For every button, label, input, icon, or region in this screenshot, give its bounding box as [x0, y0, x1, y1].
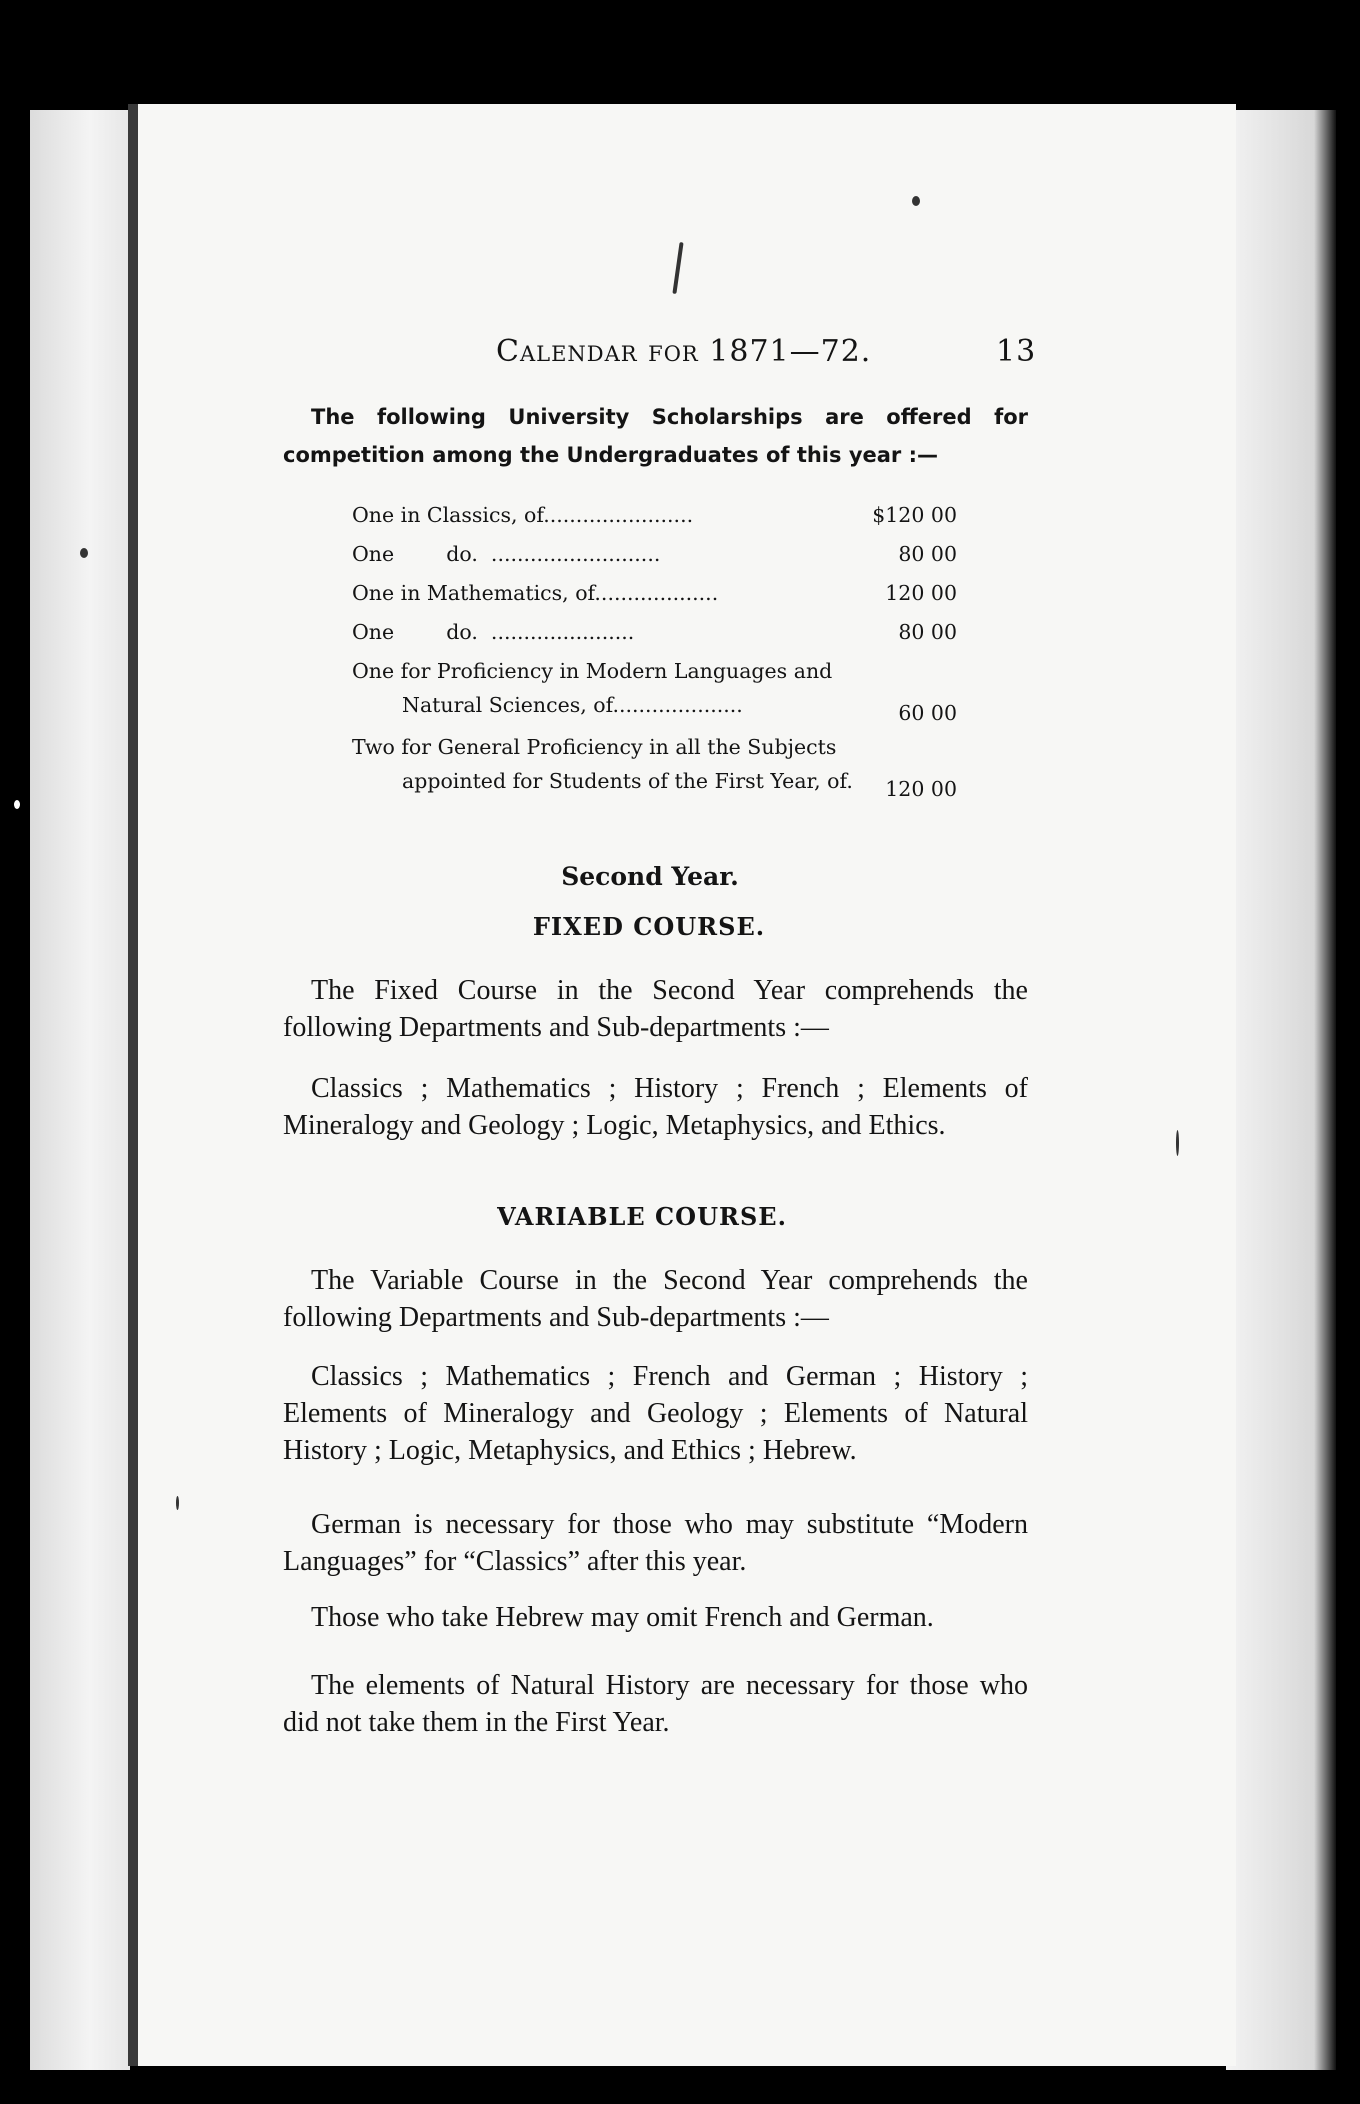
- scholarship-amount: $120 00: [872, 503, 957, 527]
- scholarship-amount: 80 00: [898, 620, 957, 644]
- variable-course-heading: VARIABLE COURSE.: [497, 1202, 787, 1231]
- scan-border-left: [0, 0, 30, 2104]
- scholarship-amount: 120 00: [885, 581, 957, 605]
- second-year-heading: Second Year.: [561, 862, 739, 891]
- page-right-edge: [1226, 110, 1336, 2070]
- scholarship-row: [352, 498, 957, 537]
- scan-speck: [912, 196, 920, 206]
- scholarship-amount: 80 00: [898, 542, 957, 566]
- fixed-course-heading: FIXED COURSE.: [532, 912, 766, 941]
- fixed-course-subjects: Classics ; Mathematics ; History ; French ; Elements of Mineralogy and Geology ; Logic, Metaphysics, and Ethics.: [283, 1073, 1028, 1141]
- variable-course-subjects: Classics ; Mathematics ; French and German ; History ; Elements of Mineralogy and Geology ; Elements of Natural History ; Logic, Metaphysics, and Ethics ; Hebrew.: [283, 1361, 1028, 1466]
- scan-speck: [176, 1496, 179, 1510]
- scholarship-row: [352, 537, 957, 576]
- scan-speck: [1176, 1130, 1179, 1156]
- scholarship-row: [352, 654, 957, 730]
- scholarship-list: [352, 498, 957, 806]
- natural-history-note: The elements of Natural History are necessary for those who did not take them in the First Year.: [283, 1670, 1028, 1738]
- scan-speck: [14, 800, 20, 809]
- scholarship-description: One for Proficiency in Modern Languages and Natural Sciences, of....................: [352, 659, 833, 717]
- scholarship-description: One in Mathematics, of...................: [352, 581, 719, 605]
- scan-border-bottom: [0, 2070, 1360, 2104]
- scholarship-description: Two for General Proficiency in all the Subjects appointed for Students of the First Year, of.: [352, 735, 853, 793]
- scholarship-row: [352, 730, 957, 806]
- scholarship-row: [352, 576, 957, 615]
- hebrew-note: Those who take Hebrew may omit French and German.: [311, 1602, 934, 1633]
- german-note: German is necessary for those who may substitute “Modern Languages” for “Classics” after this year.: [283, 1509, 1028, 1577]
- fixed-course-intro: The Fixed Course in the Second Year comprehends the following Departments and Sub-departments :—: [283, 975, 1028, 1043]
- scholarship-description: One do. ..........................: [352, 542, 661, 566]
- page-number: 13: [996, 334, 1037, 369]
- scholarship-description: One do. ......................: [352, 620, 635, 644]
- scholarship-row: [352, 615, 957, 654]
- facing-page-edge: [30, 110, 130, 2070]
- running-title: Calendar for 1871—72.: [496, 334, 872, 369]
- scholarship-amount: 120 00: [885, 777, 957, 801]
- scan-speck: [80, 548, 88, 558]
- scholarship-description: One in Classics, of.......................: [352, 503, 694, 527]
- variable-course-intro: The Variable Course in the Second Year comprehends the following Departments and Sub-departments :—: [283, 1265, 1028, 1333]
- scan-border-top: [0, 0, 1360, 105]
- scholarships-intro: The following University Scholarships are offered for competition among the Undergraduates of this year :—: [283, 405, 1028, 467]
- scholarship-amount: 60 00: [898, 701, 957, 725]
